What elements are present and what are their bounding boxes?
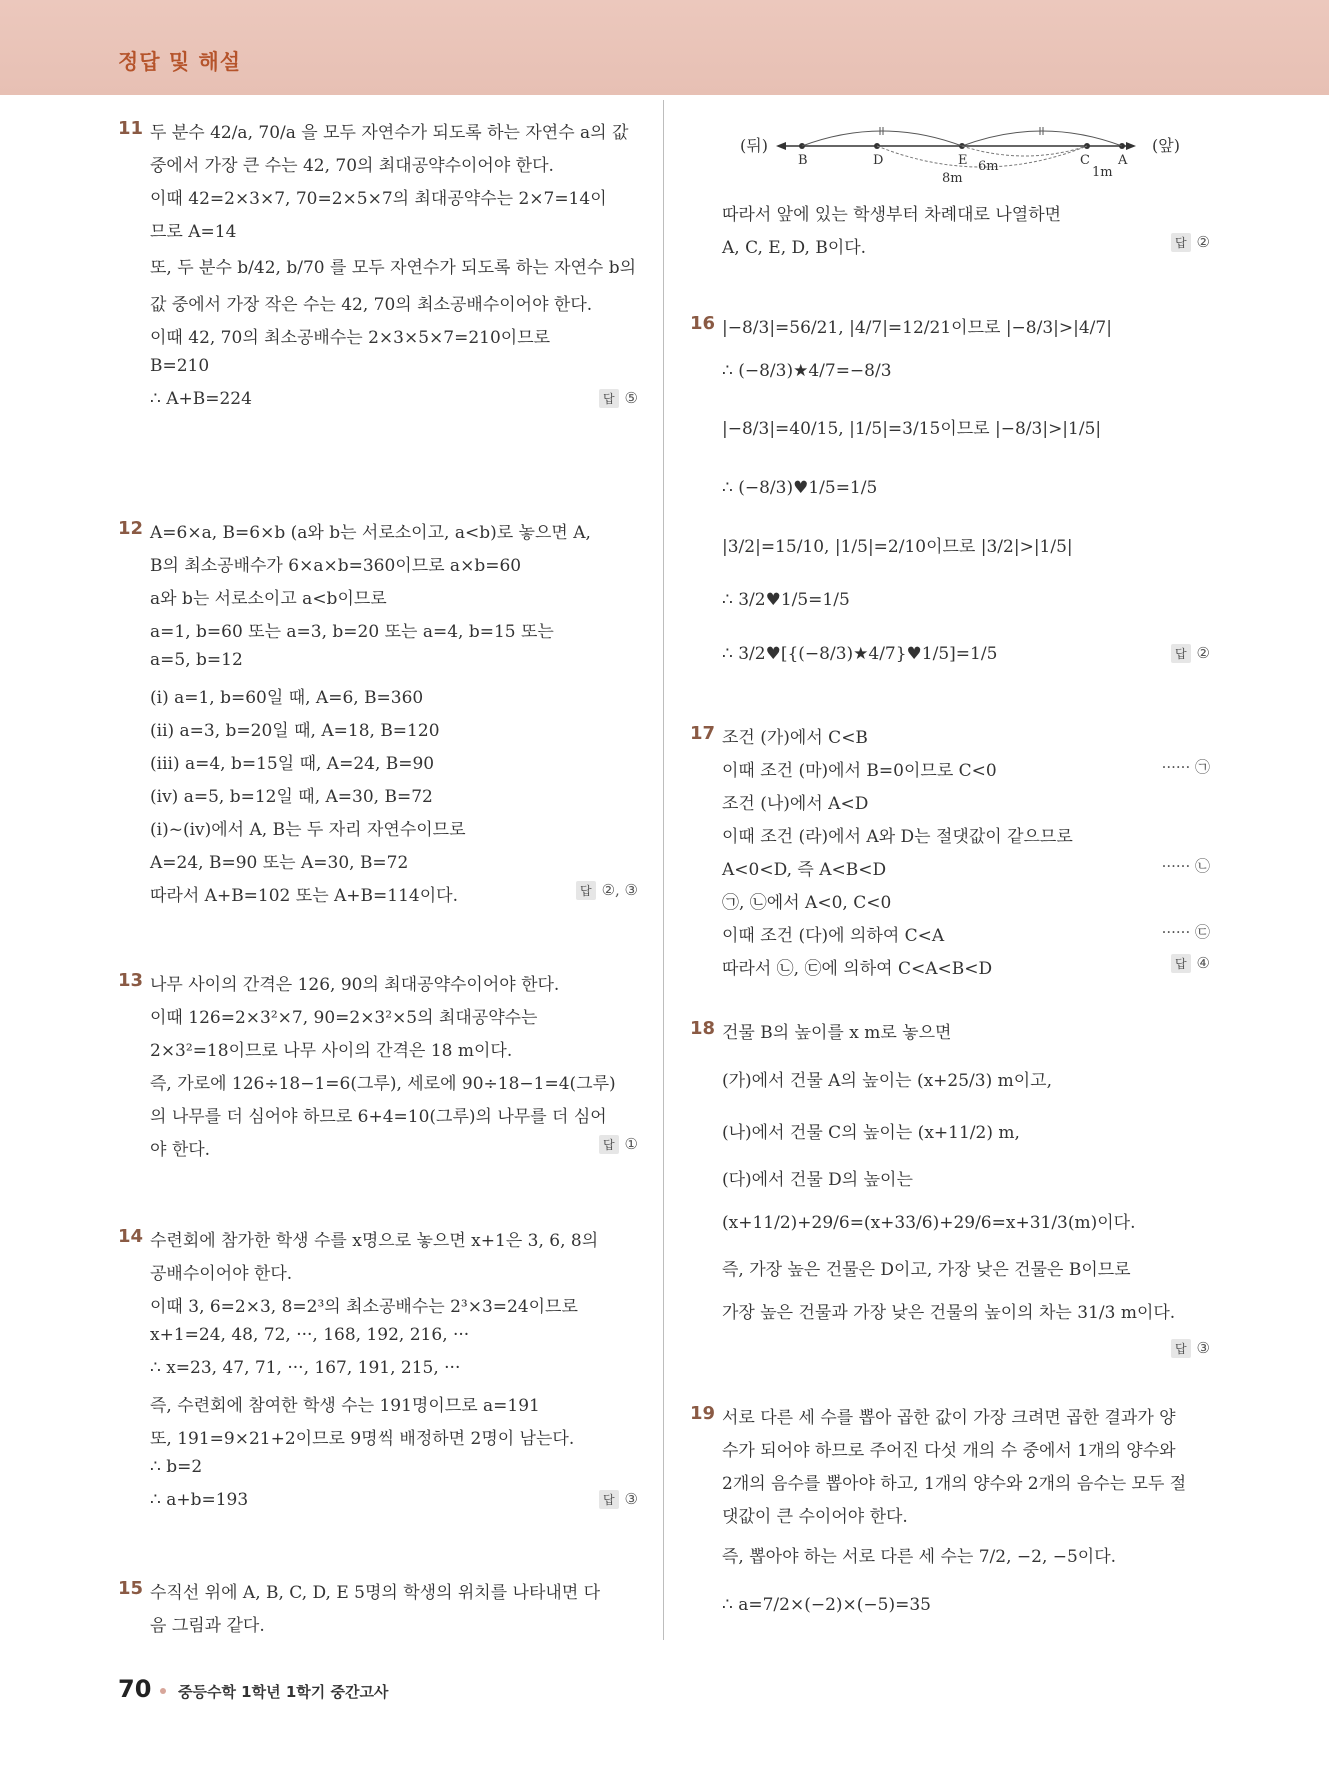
solution-line: ∴ x=23, 47, 71, ···, 167, 191, 215, ···	[150, 1358, 461, 1378]
answer-mark: 답 ②, ③	[576, 881, 638, 900]
book-title: 중등수학 1학년 1학기 중간고사	[178, 1683, 389, 1701]
solution-line: 2개의 음수를 뽑아야 하고, 1개의 양수와 2개의 음수는 모두 절	[722, 1474, 1187, 1494]
back-label: (뒤)	[740, 136, 768, 155]
solution-line: 음 그림과 같다.	[150, 1616, 265, 1636]
question-number: 19	[690, 1403, 716, 1424]
solution-line: 서로 다른 세 수를 뽑아 곱한 값이 가장 크려면 곱한 결과가 양	[722, 1408, 1176, 1428]
answer-mark: 답 ①	[599, 1135, 638, 1154]
label-d: D	[873, 153, 884, 168]
question-number: 15	[118, 1578, 144, 1599]
solution-line: 따라서 앞에 있는 학생부터 차례대로 나열하면	[722, 205, 1062, 225]
dist-6m: 6m	[978, 159, 999, 174]
solution-line: 따라서 A+B=102 또는 A+B=114이다.	[150, 886, 458, 906]
label-c: C	[1080, 153, 1090, 168]
solution-line: 즉, 가장 높은 건물은 D이고, 가장 낮은 건물은 B이므로	[722, 1260, 1131, 1280]
solution-line: 두 분수 42/a, 70/a 을 모두 자연수가 되도록 하는 자연수 a의 값	[150, 123, 629, 143]
solution-line: 즉, 뽑아야 하는 서로 다른 세 수는 7/2, −2, −5이다.	[722, 1547, 1117, 1567]
solution-line: 중에서 가장 큰 수는 42, 70의 최대공약수이어야 한다.	[150, 156, 554, 176]
solution-line: 즉, 가로에 126÷18−1=6(그루), 세로에 90÷18−1=4(그루)	[150, 1074, 616, 1094]
question-number: 13	[118, 970, 144, 991]
solution-line: 나무 사이의 간격은 126, 90의 최대공약수이어야 한다.	[150, 975, 560, 995]
solution-line: a=5, b=12	[150, 650, 243, 670]
solution-line: A=6×a, B=6×b (a와 b는 서로소이고, a<b)로 놓으면 A,	[150, 523, 591, 543]
solution-line: 이때 126=2×3²×7, 90=2×3²×5의 최대공약수는	[150, 1008, 538, 1028]
solution-line: 이때 조건 (다)에 의하여 C<A	[722, 926, 945, 946]
page-number: 70	[118, 1675, 152, 1703]
marker-3: ······ ㉢	[1161, 923, 1210, 941]
solution-line: ∴ b=2	[150, 1457, 203, 1477]
solution-line: 댓값이 큰 수이어야 한다.	[722, 1507, 908, 1527]
question-number: 16	[690, 313, 716, 334]
solution-line: 의 나무를 더 심어야 하므로 6+4=10(그루)의 나무를 더 심어	[150, 1107, 607, 1127]
solution-line: (i)~(iv)에서 A, B는 두 자리 자연수이므로	[150, 820, 466, 840]
answer-mark: 답 ②	[1171, 644, 1210, 663]
label-e: E	[958, 153, 968, 168]
solution-line: (ii) a=3, b=20일 때, A=18, B=120	[150, 721, 440, 741]
arrow-left-icon	[776, 142, 786, 150]
solution-line: A<0<D, 즉 A<B<D	[722, 860, 887, 880]
arc-b-e	[802, 131, 962, 146]
solution-line: 수직선 위에 A, B, C, D, E 5명의 학생의 위치를 나타내면 다	[150, 1583, 601, 1603]
solution-line: 따라서 ㉡, ㉢에 의하여 C<A<B<D	[722, 959, 993, 979]
dist-8m: 8m	[942, 171, 963, 186]
solution-line: (나)에서 건물 C의 높이는 (x+11/2) m,	[722, 1123, 1020, 1143]
solution-line: 즉, 수련회에 참여한 학생 수는 191명이므로 a=191	[150, 1396, 540, 1416]
column-divider	[663, 100, 664, 1640]
solution-line: |3/2|=15/10, |1/5|=2/10이므로 |3/2|>|1/5|	[722, 537, 1073, 557]
question-number: 17	[690, 723, 716, 744]
arc-e-a	[962, 131, 1122, 146]
solution-line: |−8/3|=56/21, |4/7|=12/21이므로 |−8/3|>|4/7|	[722, 318, 1112, 338]
solution-line: ∴ 3/2♥1/5=1/5	[722, 590, 850, 610]
question-number: 18	[690, 1018, 716, 1039]
solution-line: 이때 42=2×3×7, 70=2×5×7의 최대공약수는 2×7=14이	[150, 189, 607, 209]
solution-line: (x+11/2)+29/6=(x+33/6)+29/6=x+31/3(m)이다.	[722, 1213, 1136, 1233]
answer-mark: 답 ③	[599, 1490, 638, 1509]
solution-line: (가)에서 건물 A의 높이는 (x+25/3) m이고,	[722, 1071, 1052, 1091]
solution-line: (i) a=1, b=60일 때, A=6, B=360	[150, 688, 424, 708]
solution-line: 또, 두 분수 b/42, b/70 를 모두 자연수가 되도록 하는 자연수 b의	[150, 258, 637, 278]
arc-e-c	[962, 146, 1087, 156]
solution-line: ㉠, ㉡에서 A<0, C<0	[722, 893, 892, 913]
solution-line: 조건 (가)에서 C<B	[722, 728, 868, 748]
solution-line: B의 최소공배수가 6×a×b=360이므로 a×b=60	[150, 556, 522, 576]
answer-mark: 답 ②	[1171, 233, 1210, 252]
solution-line: 수련회에 참가한 학생 수를 x명으로 놓으면 x+1은 3, 6, 8의	[150, 1231, 599, 1251]
label-b: B	[798, 153, 808, 168]
question-number: 12	[118, 518, 144, 539]
label-a: A	[1118, 153, 1128, 168]
solution-line: 이때 42, 70의 최소공배수는 2×3×5×7=210이므로	[150, 328, 551, 348]
section-title: 정답 및 해설	[118, 50, 242, 74]
solution-line: a=1, b=60 또는 a=3, b=20 또는 a=4, b=15 또는	[150, 622, 554, 642]
solution-line: ∴ (−8/3)★4/7=−8/3	[722, 361, 892, 381]
solution-line: 가장 높은 건물과 가장 낮은 건물의 높이의 차는 31/3 m이다.	[722, 1303, 1176, 1323]
answer-mark: 답 ④	[1171, 954, 1210, 973]
solution-line: B=210	[150, 356, 210, 376]
solution-line: ∴ a=7/2×(−2)×(−5)=35	[722, 1595, 931, 1615]
solution-line: A, C, E, D, B이다.	[722, 238, 867, 258]
solution-line: 이때 조건 (라)에서 A와 D는 절댓값이 같으므로	[722, 827, 1073, 847]
solution-line: ∴ (−8/3)♥1/5=1/5	[722, 478, 878, 498]
solution-line: ∴ A+B=224	[150, 389, 252, 409]
solution-line: 수가 되어야 하므로 주어진 다섯 개의 수 중에서 1개의 양수와	[722, 1441, 1176, 1461]
question-number: 11	[118, 118, 144, 139]
marker-1: ······ ㉠	[1161, 758, 1210, 776]
solution-line: (iv) a=5, b=12일 때, A=30, B=72	[150, 787, 433, 807]
solution-line: 또, 191=9×21+2이므로 9명씩 배정하면 2명이 남는다.	[150, 1429, 575, 1449]
number-line-diagram	[690, 118, 1210, 188]
marker-2: ······ ㉡	[1161, 857, 1210, 875]
solution-line: 이때 조건 (마)에서 B=0이므로 C<0	[722, 761, 997, 781]
solution-line: |−8/3|=40/15, |1/5|=3/15이므로 |−8/3|>|1/5|	[722, 419, 1102, 439]
solution-line: 이때 3, 6=2×3, 8=2³의 최소공배수는 2³×3=24이므로	[150, 1297, 578, 1317]
solution-line: ∴ a+b=193	[150, 1490, 249, 1510]
answer-mark: 답 ⑤	[599, 389, 638, 408]
solution-line: x+1=24, 48, 72, ···, 168, 192, 216, ···	[150, 1325, 470, 1345]
solution-line: 공배수이어야 한다.	[150, 1264, 293, 1284]
solution-line: 건물 B의 높이를 x m로 놓으면	[722, 1023, 952, 1043]
answer-label: 답	[599, 389, 619, 408]
footer-dot	[160, 1688, 166, 1694]
solution-line: 야 한다.	[150, 1140, 211, 1160]
question-number: 14	[118, 1226, 144, 1247]
solution-line: 므로 A=14	[150, 222, 237, 242]
solution-line: (iii) a=4, b=15일 때, A=24, B=90	[150, 754, 435, 774]
solution-line: 2×3²=18이므로 나무 사이의 간격은 18 m이다.	[150, 1041, 513, 1061]
solution-line: (다)에서 건물 D의 높이는	[722, 1170, 913, 1190]
dist-1m: 1m	[1092, 165, 1113, 180]
solution-line: 값 중에서 가장 작은 수는 42, 70의 최소공배수이어야 한다.	[150, 295, 593, 315]
arrow-right-icon	[1126, 142, 1136, 150]
answer-mark: 답 ③	[1171, 1339, 1210, 1358]
solution-line: 조건 (나)에서 A<D	[722, 794, 869, 814]
solution-line: ∴ 3/2♥[{(−8/3)★4/7}♥1/5]=1/5	[722, 644, 998, 664]
solution-line: A=24, B=90 또는 A=30, B=72	[150, 853, 409, 873]
front-label: (앞)	[1152, 136, 1180, 155]
solution-line: a와 b는 서로소이고 a<b이므로	[150, 589, 387, 609]
